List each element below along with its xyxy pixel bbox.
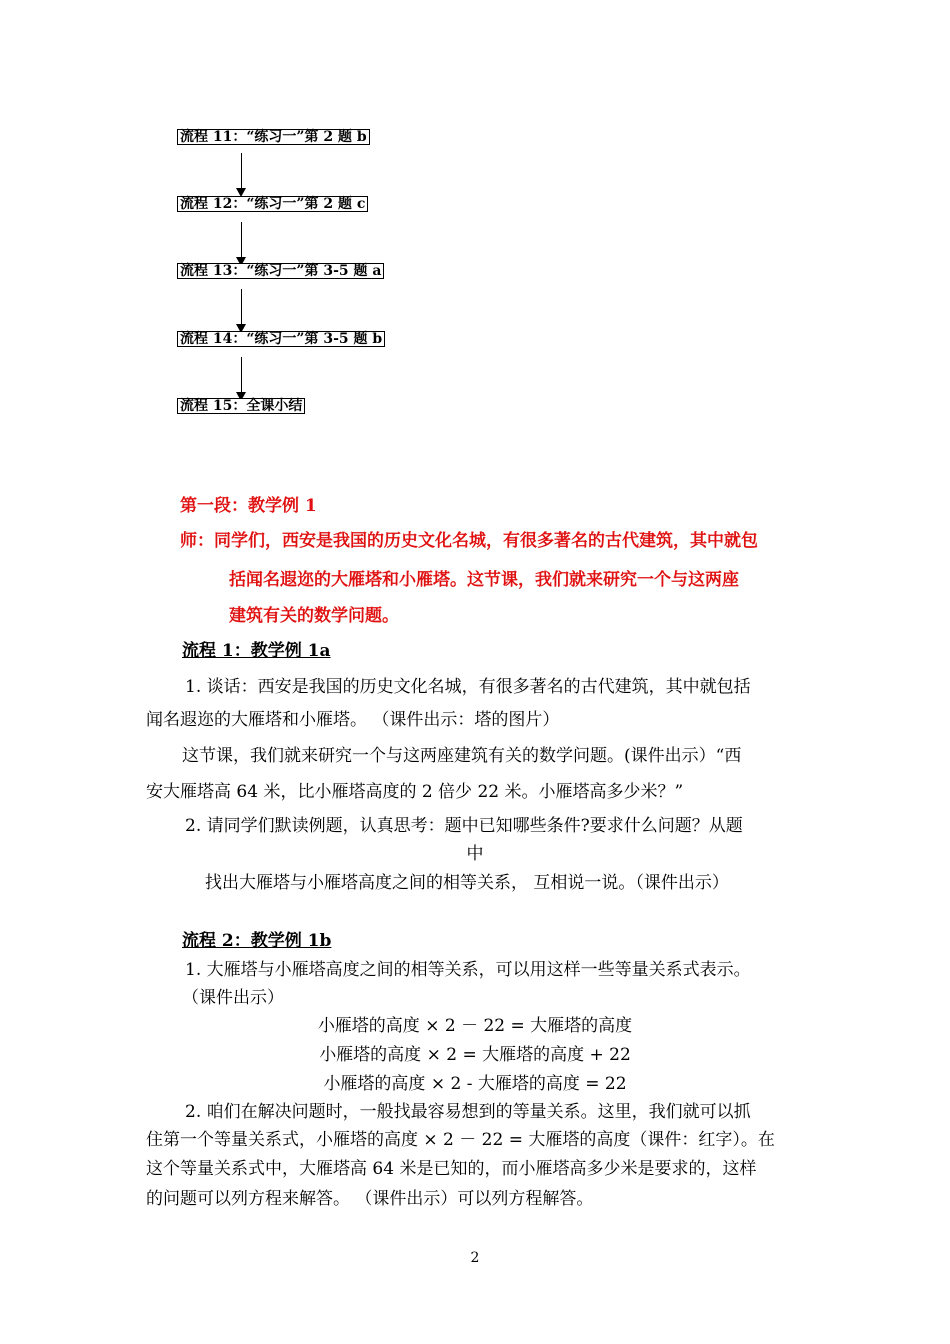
flow-step-15: 流程 15：全课小结 [177,398,305,414]
paragraph-line: （课件出示） [182,988,284,1008]
equation: 小雁塔的高度 × 2 = 大雁塔的高度 + 22 [319,1045,631,1065]
paragraph-line: 1. 大雁塔与小雁塔高度之间的相等关系，可以用这样一些等量关系式表示。 [185,960,751,980]
paragraph-line: 的问题可以列方程来解答。 （课件出示）可以列方程解答。 [146,1189,594,1209]
flow1-heading: 流程 1：教学例 1a [182,641,331,661]
paragraph-line: 闻名遐迩的大雁塔和小雁塔。 （课件出示：塔的图片） [146,710,560,730]
flow-step-11: 流程 11：“练习一”第 2 题 b [177,129,370,145]
flow-arrow [236,222,248,266]
page-number: 2 [470,1250,480,1266]
paragraph-line: 这个等量关系式中，大雁塔高 64 米是已知的，而小雁塔高多少米是要求的，这样 [146,1159,757,1179]
flow2-heading: 流程 2：教学例 1b [182,931,332,951]
paragraph-line: 安大雁塔高 64 米，比小雁塔高度的 2 倍少 22 米。小雁塔高多少米？” [146,782,684,802]
paragraph-line: 2. 咱们在解决问题时，一般找最容易想到的等量关系。这里，我们就可以抓 [185,1102,751,1122]
teacher-line: 师：同学们，西安是我国的历史文化名城，有很多著名的古代建筑，其中就包 [180,531,758,551]
flow-step-14: 流程 14：“练习一”第 3-5 题 b [177,331,385,347]
paragraph-line: 2. 请同学们默读例题，认真思考：题中已知哪些条件?要求什么问题？从题 [185,816,743,836]
flow-step-13: 流程 13：“练习一”第 3-5 题 a [177,263,384,279]
teacher-line: 建筑有关的数学问题。 [229,606,399,626]
paragraph-line: 找出大雁塔与小雁塔高度之间的相等关系， 互相说一说。（课件出示） [205,873,729,893]
flow-arrow [236,153,248,197]
flow-step-12: 流程 12：“练习一”第 2 题 c [177,196,368,212]
flow-arrow [236,289,248,333]
paragraph-line: 1. 谈话：西安是我国的历史文化名城，有很多著名的古代建筑，其中就包括 [185,677,751,697]
equation: 小雁塔的高度 × 2 － 22 = 大雁塔的高度 [317,1016,633,1036]
paragraph-line: 这节课，我们就来研究一个与这两座建筑有关的数学问题。(课件出示）“西 [182,746,742,766]
paragraph-line: 住第一个等量关系式，小雁塔的高度 × 2 － 22 = 大雁塔的高度（课件：红字）。在 [146,1130,775,1150]
flow-arrow [236,357,248,401]
equation: 小雁塔的高度 × 2 - 大雁塔的高度 = 22 [323,1074,627,1094]
teacher-line: 括闻名遐迩的大雁塔和小雁塔。这节课，我们就来研究一个与这两座 [229,570,739,590]
section-heading: 第一段：教学例 1 [180,496,317,516]
paragraph-line: 中 [466,844,484,864]
